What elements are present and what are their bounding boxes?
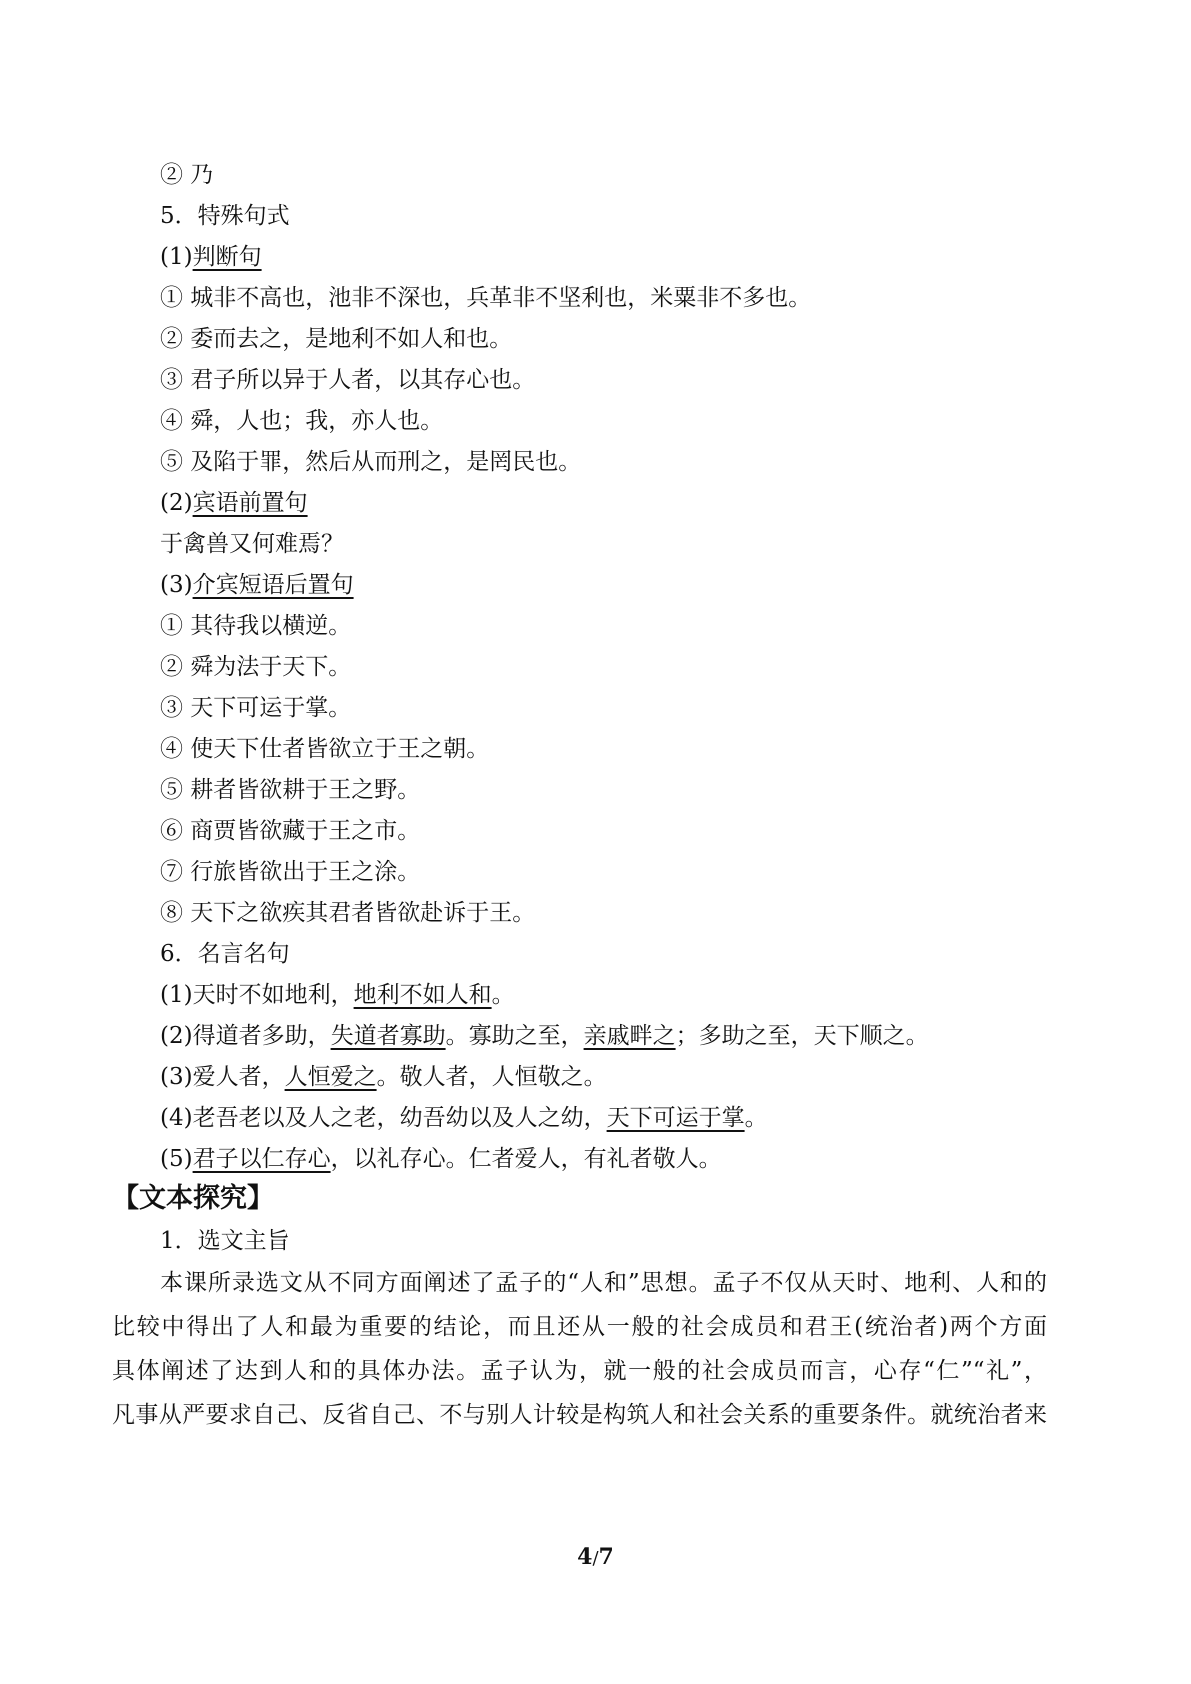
sub-title: 判断句 bbox=[192, 244, 262, 270]
section-heading-famous-quotes: 6．名言名句 bbox=[160, 941, 290, 967]
text-line: ③ 君子所以异于人者，以其存心也。 bbox=[160, 367, 536, 393]
quote-text: 天时不如地利， bbox=[192, 982, 354, 1008]
quote-answer: 天下可运于掌 bbox=[606, 1105, 745, 1131]
section-heading-special-sentences: 5．特殊句式 bbox=[160, 203, 290, 229]
quote-text: 。敬人者，人恒敬之。 bbox=[376, 1064, 607, 1090]
text-line: ① 其待我以横逆。 bbox=[160, 613, 352, 639]
text-line: ⑤ 耕者皆欲耕于王之野。 bbox=[160, 777, 421, 803]
text-line: ⑤ 及陷于罪，然后从而刑之，是罔民也。 bbox=[160, 449, 582, 475]
quote-text: 得道者多助， bbox=[192, 1023, 331, 1049]
quote-text: 。寡助之至， bbox=[445, 1023, 584, 1049]
paragraph-main-idea bbox=[112, 1261, 1047, 1437]
text-line: ② 乃 bbox=[160, 162, 214, 188]
page-sep: / bbox=[592, 1548, 599, 1569]
sub-title: 介宾短语后置句 bbox=[192, 572, 354, 598]
text-line: ④ 舜，人也；我，亦人也。 bbox=[160, 408, 444, 434]
section-item-main-idea: 1．选文主旨 bbox=[160, 1228, 290, 1254]
quote-text: 。 bbox=[491, 982, 515, 1008]
quote-answer: 君子以仁存心 bbox=[192, 1146, 331, 1172]
text-line: ⑦ 行旅皆欲出于王之涂。 bbox=[160, 859, 421, 885]
text-line: ⑧ 天下之欲疾其君者皆欲赴诉于王。 bbox=[160, 900, 536, 926]
quote-line-4 bbox=[160, 1103, 1080, 1133]
paragraph-line: 本课所录选文从不同方面阐述了孟子的“人和”思想。孟子不仅从天时、地利、人和的 bbox=[160, 1270, 1047, 1296]
quote-num: (3) bbox=[160, 1064, 193, 1090]
quote-answer: 亲戚畔之 bbox=[583, 1023, 676, 1049]
text-line: ② 舜为法于天下。 bbox=[160, 654, 352, 680]
sub-num: (2) bbox=[160, 490, 193, 516]
quote-text: ，以礼存心。仁者爱人，有礼者敬人。 bbox=[330, 1146, 722, 1172]
quote-num: (2) bbox=[160, 1023, 193, 1049]
quote-text: 老吾老以及人之老，幼吾幼以及人之幼， bbox=[192, 1105, 607, 1131]
section-title-text-exploration: 【文本探究】 bbox=[112, 1183, 274, 1214]
quote-line-3 bbox=[160, 1062, 1080, 1092]
text-line: ① 城非不高也，池非不深也，兵革非不坚利也，米粟非不多也。 bbox=[160, 285, 812, 311]
sub-num: (1) bbox=[160, 244, 193, 270]
text-line: ② 委而去之，是地利不如人和也。 bbox=[160, 326, 513, 352]
sub-heading-object-preposed bbox=[160, 488, 1080, 518]
page-current: 4 bbox=[577, 1544, 593, 1570]
quote-text: 。 bbox=[744, 1105, 768, 1131]
page-number bbox=[0, 1543, 1191, 1573]
sub-heading-prepositional-postposed bbox=[160, 570, 1080, 600]
quote-num: (4) bbox=[160, 1105, 193, 1131]
sub-heading-judgment bbox=[160, 242, 1080, 272]
quote-answer: 失道者寡助 bbox=[330, 1023, 446, 1049]
quote-num: (5) bbox=[160, 1146, 193, 1172]
text-line: ④ 使天下仕者皆欲立于王之朝。 bbox=[160, 736, 490, 762]
paragraph-line: 比较中得出了人和最为重要的结论，而且还从一般的社会成员和君王(统治者)两个方面 bbox=[112, 1314, 1047, 1340]
quote-answer: 地利不如人和 bbox=[353, 982, 492, 1008]
page-total: 7 bbox=[598, 1544, 614, 1570]
text-line: ③ 天下可运于掌。 bbox=[160, 695, 352, 721]
quote-line-5 bbox=[160, 1144, 1080, 1174]
quote-num: (1) bbox=[160, 982, 193, 1008]
text-line: 于禽兽又何难焉？ bbox=[160, 531, 344, 557]
sub-title: 宾语前置句 bbox=[192, 490, 308, 516]
paragraph-line: 凡事从严要求自己、反省自己、不与别人计较是构筑人和社会关系的重要条件。就统治者来 bbox=[112, 1402, 1047, 1428]
paragraph-line: 具体阐述了达到人和的具体办法。孟子认为，就一般的社会成员而言，心存“仁”“礼”， bbox=[112, 1358, 1047, 1384]
quote-text: ；多助之至，天下顺之。 bbox=[675, 1023, 929, 1049]
sub-num: (3) bbox=[160, 572, 193, 598]
quote-line-1 bbox=[160, 980, 1080, 1010]
text-line: ⑥ 商贾皆欲藏于王之市。 bbox=[160, 818, 421, 844]
quote-answer: 人恒爱之 bbox=[284, 1064, 377, 1090]
quote-text: 爱人者， bbox=[192, 1064, 285, 1090]
quote-line-2 bbox=[160, 1021, 1080, 1051]
